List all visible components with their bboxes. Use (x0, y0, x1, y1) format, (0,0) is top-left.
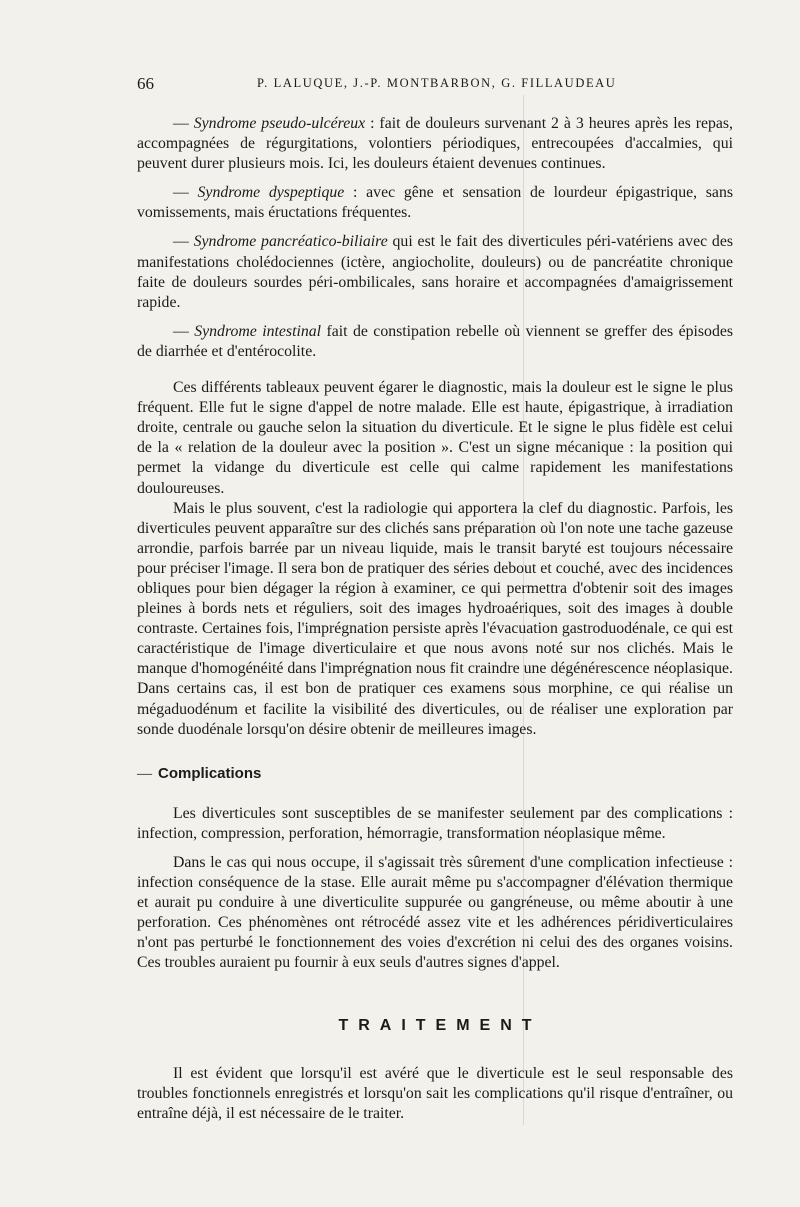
paragraph: Mais le plus souvent, c'est la radiologie qui apportera la clef du diagnostic. Parfois, les diverticules peuvent apparaître sur des clichés sans préparation où l'on note une tache gazeuse arrondie, parfois barrée par un niveau liquide, mais le transit baryté est toujours nécessaire pour préciser l'image. Il sera bon de pratiquer des séries debout et couché, avec des incidences obliques pour bien dégager la région à examiner, ce qui permettra d'obtenir soit des images pleines à bords nets et réguliers, soit des images hydroaériques, soit des images à double contraste. Certaines fois, l'imprégnation persiste après l'évacuation gastroduodénale, ce qui est caractéristique de l'image diverticulaire et que nous avons noté sur nos clichés. Mais le manque d'homogénéité dans l'imprégnation nous fit craindre une dégénérescence néoplasique. Dans certains cas, il est bon de pratiquer ces examens sous morphine, ce qui réalise un mégaduodénum et facilite la visibilité des diverticules, ou de réaliser une exploration par sonde duodénale lorsqu'on désire obtenir de meilleures images. (137, 499, 733, 738)
syndrome-text: : avec gêne et sensation de lourdeur épigastrique, sans vomissements, mais éructations fréquentes. (137, 184, 733, 222)
syndrome-item: — Syndrome dyspeptique : avec gêne et sensation de lourdeur épigastrique, sans vomissements, mais éructations fréquentes. (137, 184, 733, 222)
syndrome-text: qui est le fait des diverticules péri-vatériens avec des manifestations cholédociennes (ictère, angiocholite, douleurs) ou de pancréatite chronique faite de douleurs sourdes péri-ombilicales, sans horaire et accompagnées d'amaigrissement rapide. (137, 233, 733, 311)
running-head: P. LALUQUE, J.-P. MONTBARBON, G. FILLAUDEAU (257, 76, 617, 90)
syndrome-item: — Syndrome pseudo-ulcéreux : fait de douleurs survenant 2 à 3 heures après les repas, accompagnées de régurgitations, volontiers périodiques, entrecoupées d'accalmies, qui peuvent durer plusieurs mois. Ici, les douleurs étaient devenues continues. (137, 115, 734, 173)
syndrome-item: — Syndrome pancréatico-biliaire qui est le fait des diverticules péri-vatériens avec des manifestations cholédociennes (ictère, angiocholite, douleurs) ou de pancréatite chronique faite de douleurs sourdes péri-ombilicales, sans horaire et accompagnées d'amaigrissement rapide. (137, 233, 733, 311)
syndrome-text: : fait de douleurs survenant 2 à 3 heures après les repas, accompagnées de régurgitations, volontiers périodiques, entrecoupées d'accalmies, qui peuvent durer plusieurs mois. Ici, les douleurs étaient devenues continues. (137, 115, 734, 173)
syndrome-item: — Syndrome intestinal fait de constipation rebelle où viennent se greffer des épisodes de diarrhée et d'entérocolite. (137, 322, 733, 360)
paragraph: Dans le cas qui nous occupe, il s'agissait très sûrement d'une complication infectieuse : infection conséquence de la stase. Elle aurait même pu s'accompagner d'élévation thermique et aurait pu conduire à une diverticulite suppurée ou gangréneuse, ou même aboutir à une perforation. Ces phénomènes ont rétrocédé assez vite et les adhérences péridiverticulaires n'ont pas perturbé le fonctionnement des voies d'excrétion ni celui des des organes voisins. Ces troubles auraient pu fournir à eux seuls d'autres signes d'appel. (137, 854, 733, 972)
page-number: 66 (137, 74, 154, 93)
paragraph: Il est évident que lorsqu'il est avéré que le diverticule est le seul responsable des troubles fonctionnels enregistrés et lorsqu'on sait les complications qu'il risque d'entraîner, ou entraîne déjà, il est nécessaire de le traiter. (137, 1064, 733, 1122)
syndrome-name: Syndrome intestinal (194, 322, 322, 340)
page-header (137, 74, 733, 98)
paragraph: Les diverticules sont susceptibles de se manifester seulement par des complications : infection, compression, perforation, hémorragie, transformation néoplasique même. (137, 804, 733, 842)
paragraph: Ces différents tableaux peuvent égarer le diagnostic, mais la douleur est le signe le plus fréquent. Elle fut le signe d'appel de notre malade. Elle est haute, épigastrique, à irradiation droite, centrale ou gauche selon la situation du diverticule. Et le signe le plus fidèle est celui de la « relation de la douleur avec la position ». C'est un signe mécanique : la position qui permet la vidange du diverticule est celle qui calme rapidement les manifestations douloureuses. (137, 379, 733, 497)
section-heading-label: Complications (158, 764, 262, 782)
main-heading: TRAITEMENT (338, 1016, 542, 1034)
syndrome-text: fait de constipation rebelle où viennent se greffer des épisodes de diarrhée et d'entérocolite. (137, 322, 733, 360)
syndrome-name: Syndrome dyspeptique (197, 184, 345, 202)
section-heading: — Complications (137, 764, 262, 782)
syndrome-name: Syndrome pancréatico-biliaire (193, 233, 388, 251)
syndrome-name: Syndrome pseudo-ulcéreux (193, 115, 366, 132)
article-body (137, 114, 733, 1124)
